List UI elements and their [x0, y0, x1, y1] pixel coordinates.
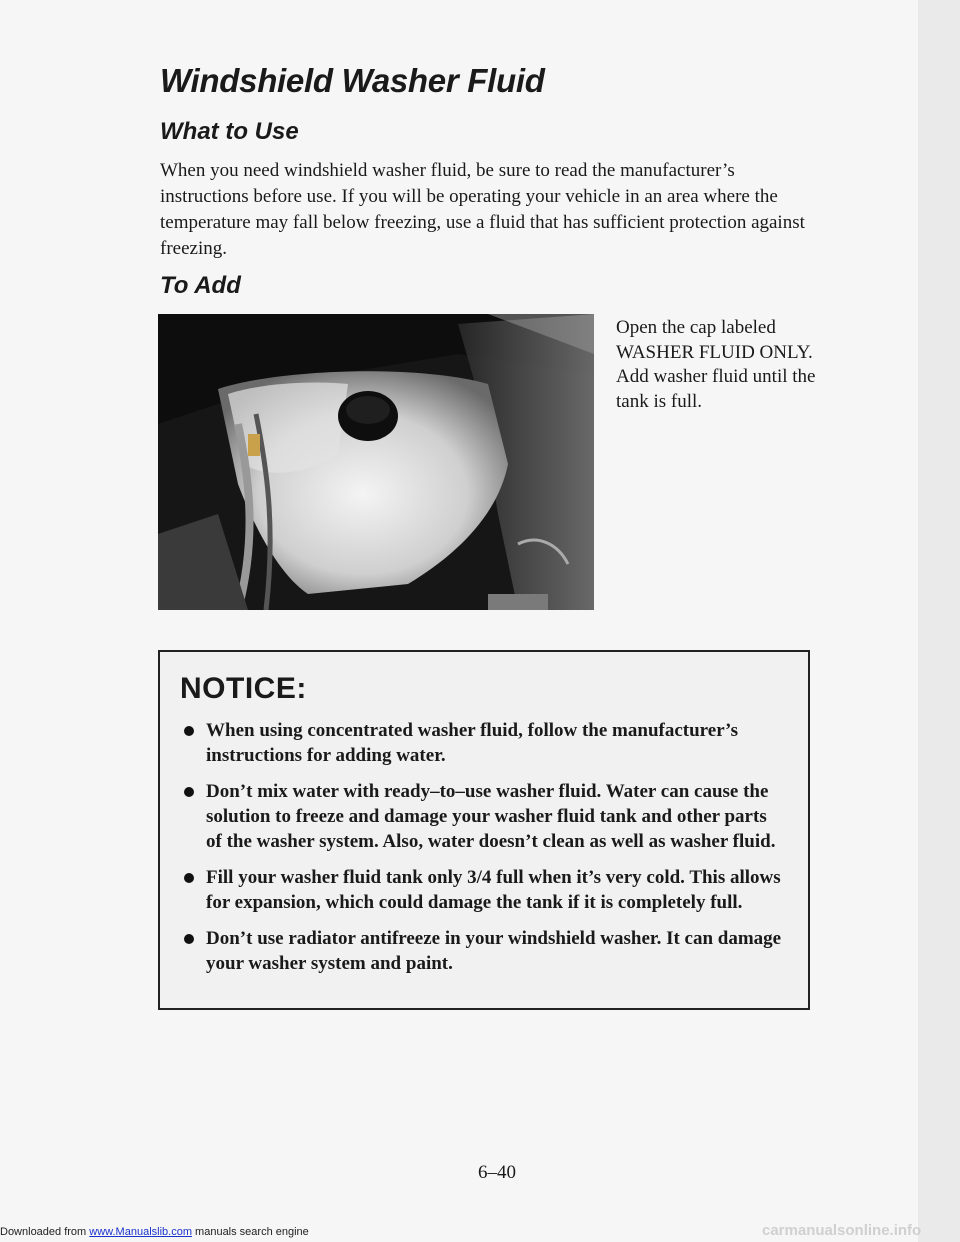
- notice-item: [184, 865, 784, 915]
- manualslib-link[interactable]: www.Manualslib.com: [89, 1226, 192, 1238]
- notice-item-text: Fill your washer fluid tank only 3/4 full when it’s very cold. This allows for expansion, which could damage the tank if it is completely full.: [206, 867, 781, 913]
- download-footer: [0, 1226, 309, 1238]
- reservoir-illustration: [158, 314, 594, 610]
- to-add-heading: To Add: [160, 272, 241, 299]
- bullet-icon: [184, 787, 194, 797]
- notice-item: [184, 926, 784, 976]
- to-add-text: Open the cap labeled WASHER FLUID ONLY. Add washer fluid until the tank is full.: [616, 317, 816, 412]
- washer-reservoir-photo: [158, 314, 594, 610]
- notice-box: [158, 650, 810, 1010]
- notice-item: [184, 718, 784, 768]
- page-number: 6–40: [478, 1162, 516, 1183]
- what-to-use-heading: What to Use: [160, 118, 299, 145]
- bullet-icon: [184, 873, 194, 883]
- notice-item-text: Don’t mix water with ready–to–use washer fluid. Water can cause the solution to freeze and damage your washer fluid tank and other parts of the washer system. Also, water doesn’t clean as well as washer fluid.: [206, 781, 776, 852]
- bullet-icon: [184, 934, 194, 944]
- page-title: Windshield Washer Fluid: [160, 62, 545, 99]
- notice-item: [184, 779, 784, 854]
- bullet-icon: [184, 726, 194, 736]
- footer-prefix: Downloaded from: [0, 1226, 87, 1238]
- notice-list: [184, 718, 784, 987]
- what-to-use-text: When you need windshield washer fluid, be sure to read the manufacturer’s instructions before use. If you will be operating your vehicle in an area where the temperature may fall below freezing, use a fluid that has sufficient protection against freezing.: [160, 160, 805, 259]
- notice-title: NOTICE:: [180, 672, 307, 705]
- page-edge: [918, 0, 960, 1242]
- notice-item-text: Don’t use radiator antifreeze in your windshield washer. It can damage your washer system and paint.: [206, 928, 782, 974]
- watermark: carmanualsonline.info: [762, 1222, 922, 1239]
- footer-suffix: manuals search engine: [195, 1226, 309, 1238]
- notice-item-text: When using concentrated washer fluid, follow the manufacturer’s instructions for adding water.: [206, 720, 738, 766]
